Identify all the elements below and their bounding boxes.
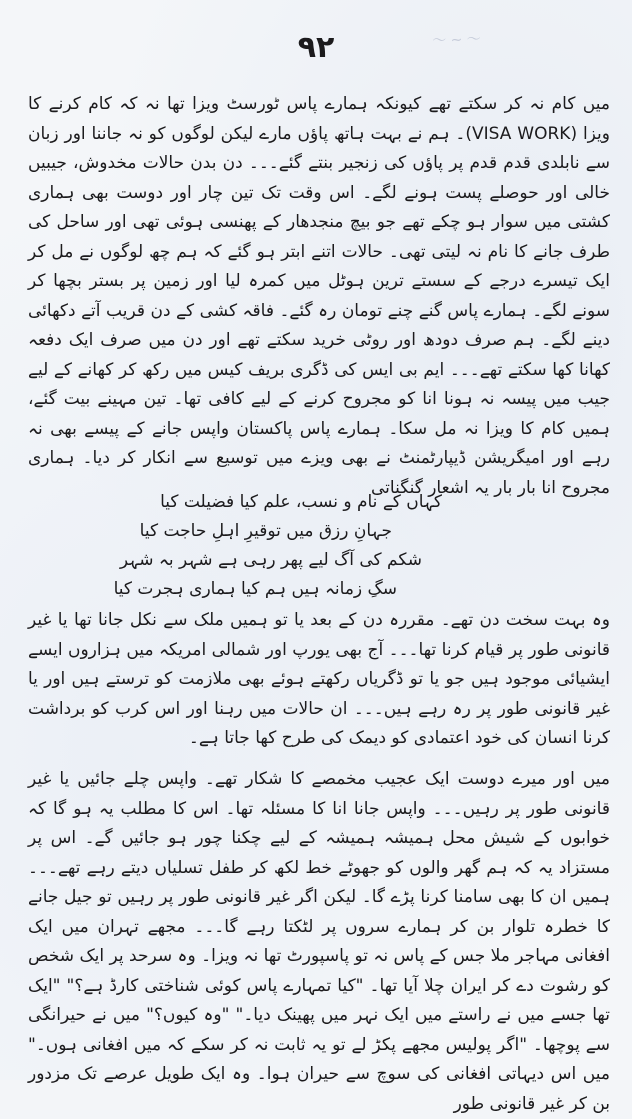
poem-verse-4: سگِ زمانہ ہیں ہم کیا ہماری ہجرت کیا: [113, 579, 397, 599]
poem-verse-2: جہانِ رزق میں توقیرِ اہلِ حاجت کیا: [139, 521, 392, 541]
poem-stanza: [0, 488, 632, 604]
paragraph-2: [28, 606, 610, 754]
page-number: ۹۲: [297, 30, 335, 65]
paragraph-1-text: میں کام نہ کر سکتے تھے کیونکہ ہمارے پاس ٹورسٹ ویزا تھا نہ کہ کام کرنے کا ویزا (VISA WORK)۔ ہم نے بہت ہاتھ پاؤں مارے لیکن لوگوں کو نہ جاننا اور زبان سے نابلدی قدم قدم پر پاؤں کی زنجیر بنتے گئے۔۔۔ دن بدن حالات مخدوش، جیبیں خالی اور حوصلے پست ہونے لگے۔ اس وقت تک تین چار اور دوست بھی ہماری کشتی میں سوار ہو چکے تھے جو بیچ منجدھار کے پھنسی ہوئی تھی اور ساحل کی طرف جانے کا نام نہ لیتی تھی۔ حالات اتنے ابتر ہو گئے کہ ہم چھ لوگوں نے مل کر ایک تیسرے درجے کے سستے ترین ہوٹل میں کمرہ لیا اور زمین پر بستر بچھا کر سونے لگے۔ ہمارے پاس گنے چنے تومان رہ گئے۔ فاقہ کشی کے دن قریب آتے دکھائی دینے لگے۔ ہم صرف دودھ اور روٹی خرید سکتے تھے اور دن میں صرف ایک دفعہ کھانا کھا سکتے تھے۔۔۔ ایم بی ایس کی ڈگری بریف کیس میں رکھ کر کھانے کے لیے جیب میں پیسہ نہ ہونا انا کو مجروح کرنے کے لیے کافی تھا۔ تین مہینے بیت گئے، ہمیں کام کا ویزا نہ مل سکا۔ ہمارے پاس پاکستان واپس جانے کے پیسے بھی نہ رہے اور امیگریشن ڈیپارٹمنٹ نے بھی ویزے میں توسیع سے انکار کر دیا۔ ہماری مجروح انا بار بار یہ اشعار گنگناتی: [28, 94, 610, 498]
poem-verse-1: کہاں کے نام و نسب، علم کیا فضیلت کیا: [160, 492, 442, 512]
paragraph-3-text: میں اور میرے دوست ایک عجیب مخمصے کا شکار تھے۔ واپس چلے جائیں یا غیر قانونی طور پر رہیں۔۔۔ واپس جانا انا کا مسئلہ تھا۔ اس کا مطلب یہ ہو گا کہ خوابوں کے شیش محل ہمیشہ ہمیشہ کے لیے چکنا چور ہو جائیں گے۔ اس پر مستزاد یہ کہ ہم گھر والوں کو جھوٹے خط لکھ کر طفل تسلیاں دیتے رہے تھے۔۔۔ ہمیں ان کا بھی سامنا کرنا پڑے گا۔ لیکن اگر غیر قانونی طور پر رہیں تو جیل جانے کا خطرہ تلوار بن کر ہمارے سروں پر لٹکتا رہے گا۔۔۔ مجھے تہران میں ایک افغانی مہاجر ملا جس کے پاس نہ تو پاسپورٹ تھا نہ ویزا۔ وہ سرحد پر ایک شخص کو رشوت دے کر ایران چلا آیا تھا۔ "کیا تمہارے پاس کوئی شناختی کارڈ ہے؟" "ایک تھا جسے میں نے راستے میں ایک نہر میں پھینک دیا۔" "وہ کیوں؟" میں نے حیرانگی سے پوچھا۔ "اگر پولیس مجھے پکڑ لے تو یہ ثابت نہ کر سکے کہ میں افغانی ہوں۔" میں اس دیہاتی افغانی کی سوچ سے حیران ہوا۔ وہ ایک طویل عرصے تک مزدور بن کر غیر قانونی طور: [28, 769, 610, 1114]
ink-bleed-through: 〜 ~ 〜: [431, 31, 482, 50]
poem-verse-3: شکم کی آگ لیے پھر رہی ہے شہر بہ شہر: [119, 550, 422, 570]
paragraph-1: [28, 90, 610, 503]
paragraph-3: [28, 765, 610, 1119]
paragraph-2-text: وہ بہت سخت دن تھے۔ مقررہ دن کے بعد یا تو ہمیں ملک سے نکل جانا تھا یا غیر قانونی طور پر قیام کرنا تھا۔۔۔ آج بھی یورپ اور شمالی امریکہ میں ہزاروں ایسے ایشیائی موجود ہیں جو یا تو ڈگریاں رکھتے ہوئے بھی ملازمت کو ترستے ہیں اور یا غیر قانونی طور پر رہ رہے ہیں۔۔۔ ان حالات میں رہنا اور اس کرب کو برداشت کرنا انسان کی خود اعتمادی کو دیمک کی طرح کھا جاتا ہے۔: [28, 610, 610, 748]
